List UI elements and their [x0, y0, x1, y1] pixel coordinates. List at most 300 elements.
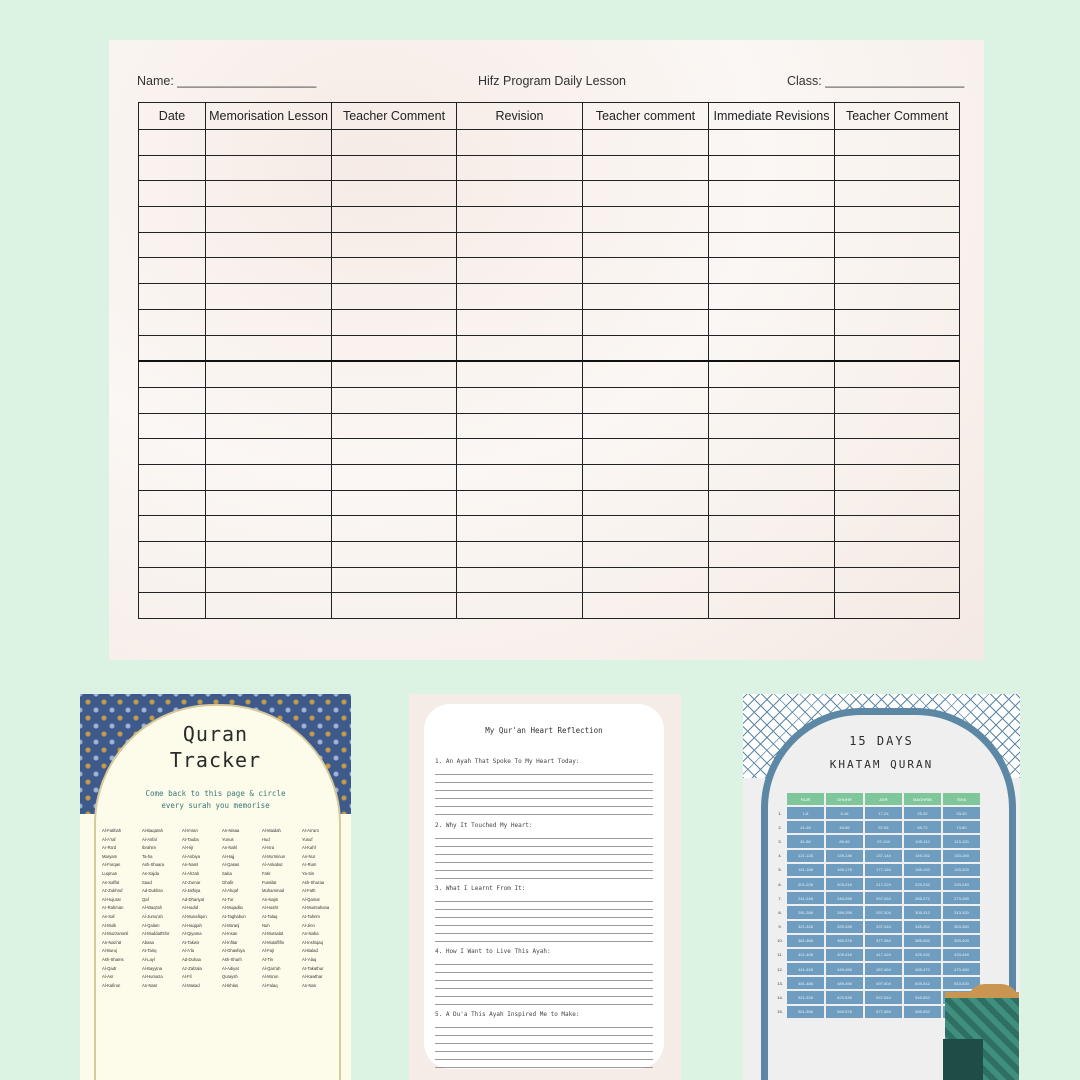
surah-name: An-Nazi'at: [102, 939, 122, 945]
table-cell: [206, 258, 332, 284]
page-range: 409-416: [826, 949, 863, 961]
page-range: 65-72: [904, 821, 941, 833]
page-range: 313-320: [943, 906, 980, 918]
page-range: 49-56: [826, 821, 863, 833]
surah-name: Al-Ikhlas: [222, 982, 239, 988]
page-range: 385-392: [904, 935, 941, 947]
table-cell: [206, 361, 332, 387]
table-cell: [206, 309, 332, 335]
reflection-title: My Qur'an Heart Reflection: [485, 726, 603, 735]
surah-name: Al-Balad: [302, 948, 318, 954]
page-range: 97-104: [865, 835, 902, 847]
surah-name: Al-A'la: [182, 948, 194, 954]
table-cell: [835, 413, 960, 439]
table-cell: [583, 464, 709, 490]
page-range: 481-488: [787, 977, 824, 989]
surah-name: Al-Munafiqun: [182, 913, 207, 919]
surah-name: Saba: [222, 870, 232, 876]
page-range: 257-264: [865, 892, 902, 904]
table-cell: [583, 490, 709, 516]
surah-name: Nuh: [262, 922, 270, 928]
table-cell: [835, 284, 960, 310]
surah-name: Ad-Dhariyat: [182, 896, 205, 902]
surah-name: Al-Ghashiya: [222, 948, 245, 954]
surah-name: Al-Kahf: [302, 845, 316, 851]
table-cell: [583, 567, 709, 593]
surah-name: Ash-Shuara: [142, 862, 165, 868]
table-cell: [332, 207, 457, 233]
page-range: 153-160: [943, 850, 980, 862]
column-header: Teacher Comment: [835, 103, 960, 130]
table-cell: [206, 516, 332, 542]
surah-name: Saad: [142, 879, 152, 885]
table-cell: [332, 361, 457, 387]
surah-name: Al-Ahzab: [182, 870, 199, 876]
surah-name: Al-Ma'un: [262, 974, 279, 980]
surah-name: At-Tahrim: [302, 913, 320, 919]
writing-lines: [435, 831, 653, 879]
table-header-row: [139, 103, 960, 130]
page-range: 337-344: [865, 921, 902, 933]
table-cell: [139, 335, 206, 361]
table-cell: [206, 464, 332, 490]
page-range: 289-296: [826, 906, 863, 918]
surah-name: Al-Fil: [182, 974, 192, 980]
table-cell: [332, 567, 457, 593]
day-number: 1.: [778, 810, 782, 816]
writing-lines: [435, 894, 653, 942]
surah-name: At-Talaq: [262, 913, 278, 919]
table-row: [139, 181, 960, 207]
table-row: [139, 130, 960, 156]
table-cell: [835, 207, 960, 233]
table-cell: [583, 284, 709, 310]
table-cell: [206, 413, 332, 439]
table-cell: [835, 232, 960, 258]
table-cell: [457, 130, 583, 156]
sheet-title: Hifz Program Daily Lesson: [478, 74, 626, 88]
surah-name: Al-Furqan: [102, 862, 121, 868]
table-cell: [206, 232, 332, 258]
surah-name: Al-Mu'minun: [262, 853, 286, 859]
page-range: 297-304: [865, 906, 902, 918]
surah-name: As-Sajda: [142, 870, 159, 876]
table-cell: [835, 516, 960, 542]
table-cell: [139, 542, 206, 568]
prayer-header: ISHA: [943, 793, 980, 805]
name-field-label: Name: ____________________: [137, 74, 317, 88]
table-cell: [206, 567, 332, 593]
surah-name: An-Nisaa: [222, 828, 240, 833]
page-range: 489-496: [826, 977, 863, 989]
surah-name: Al-Fatihah: [102, 828, 122, 833]
schedule-row: [775, 850, 980, 862]
table-cell: [332, 181, 457, 207]
page-range: 25-32: [904, 807, 941, 819]
heart-reflection-card: [409, 694, 681, 1080]
page-range: 41-48: [787, 821, 824, 833]
surah-name: Ibrahim: [142, 845, 156, 851]
reflection-prompt: 3. What I Learnt From It:: [435, 885, 526, 892]
table-cell: [583, 207, 709, 233]
table-cell: [139, 309, 206, 335]
page-range: 185-192: [904, 864, 941, 876]
surah-name: Az-Zukhruf: [102, 888, 123, 894]
surah-name: Al-Isra: [262, 845, 275, 851]
rehal-illustration: [943, 1039, 983, 1080]
tracker-instruction-line2: every surah you memorise: [161, 801, 270, 810]
table-cell: [835, 335, 960, 361]
surah-name: Fussilat: [262, 879, 277, 885]
table-cell: [835, 464, 960, 490]
table-cell: [709, 207, 835, 233]
day-number: 3.: [778, 838, 782, 844]
day-number: 2.: [778, 824, 782, 830]
table-row: [139, 593, 960, 619]
surah-name: Ya-Sin: [302, 870, 315, 876]
table-cell: [139, 567, 206, 593]
day-number: 11.: [777, 952, 783, 958]
column-header: Teacher comment: [583, 103, 709, 130]
table-row: [139, 464, 960, 490]
reflection-prompt: 5. A Du'a This Ayah Inspired Me to Make:: [435, 1011, 580, 1018]
surah-name: Al-Mutaffifin: [262, 939, 285, 945]
prayer-header: ASR: [865, 793, 902, 805]
table-row: [139, 439, 960, 465]
table-cell: [139, 155, 206, 181]
surah-name: Yunus: [222, 836, 234, 842]
surah-name: Ar-Rahman: [102, 905, 124, 911]
table-cell: [709, 387, 835, 413]
page-range: 497-504: [865, 977, 902, 989]
table-cell: [583, 335, 709, 361]
surah-name: Ad-Dukhan: [142, 888, 163, 894]
table-cell: [332, 593, 457, 619]
surah-name: Al-Jathiya: [182, 888, 201, 894]
table-cell: [206, 284, 332, 310]
surah-name: Al-Haqqah: [182, 922, 202, 928]
page-range: 281-288: [787, 906, 824, 918]
table-cell: [709, 361, 835, 387]
surah-name: Al-Inshiqaq: [302, 939, 323, 945]
table-cell: [332, 284, 457, 310]
prayer-header: MAGHRIB: [904, 793, 941, 805]
table-row: [139, 361, 960, 387]
column-header: Memorisation Lesson: [206, 103, 332, 130]
surah-name: Al-Masad: [182, 982, 200, 988]
column-header: Date: [139, 103, 206, 130]
page-range: 401-408: [787, 949, 824, 961]
page-range: 305-312: [904, 906, 941, 918]
table-cell: [709, 232, 835, 258]
page-range: 121-128: [787, 850, 824, 862]
surah-name: At-Tauba: [182, 836, 199, 842]
table-cell: [709, 516, 835, 542]
surah-name: An-Nasr: [142, 982, 158, 988]
surah-name: Al-Qamar: [302, 896, 320, 902]
surah-name: Al-Imran: [182, 828, 198, 833]
table-cell: [835, 258, 960, 284]
page-range: 137-144: [865, 850, 902, 862]
surah-name: Al-Anfal: [142, 836, 157, 842]
table-cell: [835, 439, 960, 465]
surah-name: Ar-Ra'd: [102, 845, 117, 851]
page-range: 161-168: [787, 864, 824, 876]
table-cell: [835, 181, 960, 207]
schedule-row: [775, 949, 980, 961]
surah-name: Al-Baqarah: [142, 828, 163, 833]
writing-lines: [435, 1020, 653, 1068]
page-range: 545-552: [904, 991, 941, 1003]
surah-name: Al-Falaq: [262, 982, 278, 988]
surah-name: Al-Qasas: [222, 862, 240, 868]
table-cell: [583, 232, 709, 258]
table-cell: [709, 413, 835, 439]
table-cell: [835, 155, 960, 181]
table-cell: [457, 413, 583, 439]
table-cell: [457, 232, 583, 258]
surah-name: Fatir: [262, 870, 271, 876]
tracker-title-line1: Quran: [182, 722, 249, 746]
table-cell: [583, 181, 709, 207]
table-cell: [139, 361, 206, 387]
table-cell: [332, 490, 457, 516]
table-cell: [835, 361, 960, 387]
table-cell: [206, 181, 332, 207]
day-number: 10.: [777, 938, 783, 944]
khatam-quran-card: [743, 694, 1020, 1080]
table-cell: [457, 309, 583, 335]
surah-name: Ta-ha: [142, 853, 153, 859]
surah-name: Al-Mulk: [102, 922, 116, 928]
surah-name: Al-Hadid: [182, 905, 199, 911]
table-cell: [709, 542, 835, 568]
table-cell: [139, 284, 206, 310]
surah-name: Ash-Shuraa: [302, 879, 325, 885]
table-cell: [709, 490, 835, 516]
surah-name: Al-Infitar: [222, 939, 238, 945]
table-cell: [206, 130, 332, 156]
lesson-table: [138, 102, 960, 619]
table-cell: [139, 593, 206, 619]
table-cell: [709, 439, 835, 465]
surah-name: Al-Jinn: [302, 922, 315, 928]
table-cell: [457, 593, 583, 619]
surah-name: Al-Humaza: [142, 974, 163, 980]
table-cell: [457, 361, 583, 387]
table-cell: [457, 516, 583, 542]
table-cell: [457, 335, 583, 361]
surah-name: Al-Bayyina: [142, 965, 163, 971]
table-cell: [709, 567, 835, 593]
page-range: 105-112: [904, 835, 941, 847]
page-range: 537-544: [865, 991, 902, 1003]
surah-name: Al-Mujadila: [222, 905, 243, 911]
table-cell: [835, 309, 960, 335]
page-range: 169-176: [826, 864, 863, 876]
page-range: 177-184: [865, 864, 902, 876]
table-cell: [583, 439, 709, 465]
reflection-prompt: 4. How I Want to Live This Ayah:: [435, 948, 551, 955]
schedule-row: [775, 835, 980, 847]
surah-name: Ash-Shams: [102, 956, 124, 962]
surah-name: Al-Insan: [222, 931, 238, 937]
day-number: 8.: [778, 909, 782, 915]
reflection-page: [424, 704, 664, 1069]
table-cell: [332, 387, 457, 413]
surah-name: Al-Qari'ah: [262, 965, 281, 971]
table-cell: [583, 387, 709, 413]
column-header: Teacher Comment: [332, 103, 457, 130]
table-row: [139, 284, 960, 310]
table-row: [139, 387, 960, 413]
surah-name: Al-Fajr: [262, 948, 275, 954]
page-range: 473-480: [943, 963, 980, 975]
page-range: 361-368: [787, 935, 824, 947]
schedule-row: [775, 807, 980, 819]
table-cell: [332, 335, 457, 361]
surah-name: Quraysh: [222, 974, 238, 980]
day-number: 13.: [777, 980, 783, 986]
surah-name: As-Saf: [102, 913, 115, 919]
tracker-instruction-line1: Come back to this page & circle: [145, 789, 286, 798]
table-cell: [709, 464, 835, 490]
table-cell: [332, 413, 457, 439]
table-cell: [709, 181, 835, 207]
surah-name: Al-Qiyama: [182, 931, 202, 937]
page-range: 201-208: [787, 878, 824, 890]
surah-name: Al-Hijr: [182, 845, 194, 851]
page-range: 521-528: [787, 991, 824, 1003]
page-range: 369-376: [826, 935, 863, 947]
surah-name: An-Nur: [302, 853, 316, 859]
surah-name: Al-An'am: [302, 828, 319, 833]
schedule-row: [775, 878, 980, 890]
surah-name: Yusuf: [302, 836, 313, 842]
page-range: 193-200: [943, 864, 980, 876]
table-cell: [709, 309, 835, 335]
page-range: 17-24: [865, 807, 902, 819]
reflection-prompt: 1. An Ayah That Spoke To My Heart Today:: [435, 758, 580, 765]
surah-name: At-Takathur: [302, 965, 324, 971]
column-header: Revision: [457, 103, 583, 130]
surah-name: Muhammad: [262, 888, 285, 894]
schedule-row: [775, 921, 980, 933]
surah-name: Al-Anbiya: [182, 853, 200, 859]
surah-name: Al-Mumtahana: [302, 905, 330, 911]
surah-name: Al-Mursalat: [262, 931, 284, 937]
prayer-header: DHUHR: [826, 793, 863, 805]
page-range: 129-136: [826, 850, 863, 862]
table-cell: [332, 258, 457, 284]
page-range: 249-256: [826, 892, 863, 904]
surah-name: Al-Muzzammil: [102, 931, 129, 937]
table-row: [139, 516, 960, 542]
table-cell: [206, 387, 332, 413]
table-row: [139, 155, 960, 181]
table-cell: [457, 464, 583, 490]
table-cell: [332, 542, 457, 568]
surah-name: An-Nas: [302, 982, 316, 988]
table-row: [139, 258, 960, 284]
table-cell: [583, 413, 709, 439]
table-cell: [332, 309, 457, 335]
table-cell: [583, 542, 709, 568]
table-row: [139, 413, 960, 439]
schedule-row: [775, 935, 980, 947]
table-cell: [139, 387, 206, 413]
surah-name: Al-Kawthar: [302, 974, 323, 980]
table-cell: [332, 232, 457, 258]
table-cell: [206, 335, 332, 361]
writing-lines: [435, 957, 653, 1005]
schedule-row: [775, 977, 980, 989]
hifz-lesson-sheet: [109, 40, 984, 660]
table-cell: [206, 490, 332, 516]
page-range: 513-520: [943, 977, 980, 989]
table-cell: [139, 207, 206, 233]
reflection-prompt: 2. Why It Touched My Heart:: [435, 822, 533, 829]
prayer-header: FAJR: [787, 793, 824, 805]
surah-name: Al-Muddaththir: [142, 931, 170, 937]
surah-name: As-Saffat: [102, 879, 120, 885]
table-cell: [139, 413, 206, 439]
surah-name: Al-Maidah: [262, 828, 281, 833]
table-cell: [332, 516, 457, 542]
table-cell: [139, 464, 206, 490]
surah-name: Al-Adiyat: [222, 965, 239, 971]
table-cell: [139, 490, 206, 516]
page-range: 425-432: [904, 949, 941, 961]
table-row: [139, 490, 960, 516]
page-range: 561-568: [787, 1006, 824, 1018]
table-cell: [583, 130, 709, 156]
table-cell: [139, 181, 206, 207]
day-number: 5.: [778, 867, 782, 873]
page-range: 393-400: [943, 935, 980, 947]
table-cell: [835, 542, 960, 568]
table-cell: [457, 284, 583, 310]
table-cell: [457, 207, 583, 233]
surah-name: Al-Buruj: [102, 948, 117, 954]
page-range: 577-584: [865, 1006, 902, 1018]
page-range: 465-472: [904, 963, 941, 975]
page-range: 329-336: [826, 921, 863, 933]
page-range: 225-232: [904, 878, 941, 890]
table-cell: [457, 490, 583, 516]
tracker-title-line2: Tracker: [169, 748, 262, 772]
page-range: 505-512: [904, 977, 941, 989]
page-range: 377-384: [865, 935, 902, 947]
page-range: 209-216: [826, 878, 863, 890]
page-range: 73-80: [943, 821, 980, 833]
day-number: 7.: [778, 895, 782, 901]
surah-name: Hud: [262, 836, 270, 842]
surah-name: Al-Jumu'ah: [142, 913, 163, 919]
table-cell: [332, 439, 457, 465]
surah-name: Al-Hujurat: [102, 896, 121, 902]
page-range: 441-448: [787, 963, 824, 975]
schedule-row: [775, 892, 980, 904]
surah-name: Al-Asr: [102, 974, 114, 980]
page-range: 217-224: [865, 878, 902, 890]
table-cell: [583, 516, 709, 542]
page-range: 345-352: [904, 921, 941, 933]
page-range: 457-464: [865, 963, 902, 975]
surah-name: At-Taghabun: [222, 913, 246, 919]
table-cell: [206, 207, 332, 233]
day-number: 14.: [777, 995, 783, 1001]
